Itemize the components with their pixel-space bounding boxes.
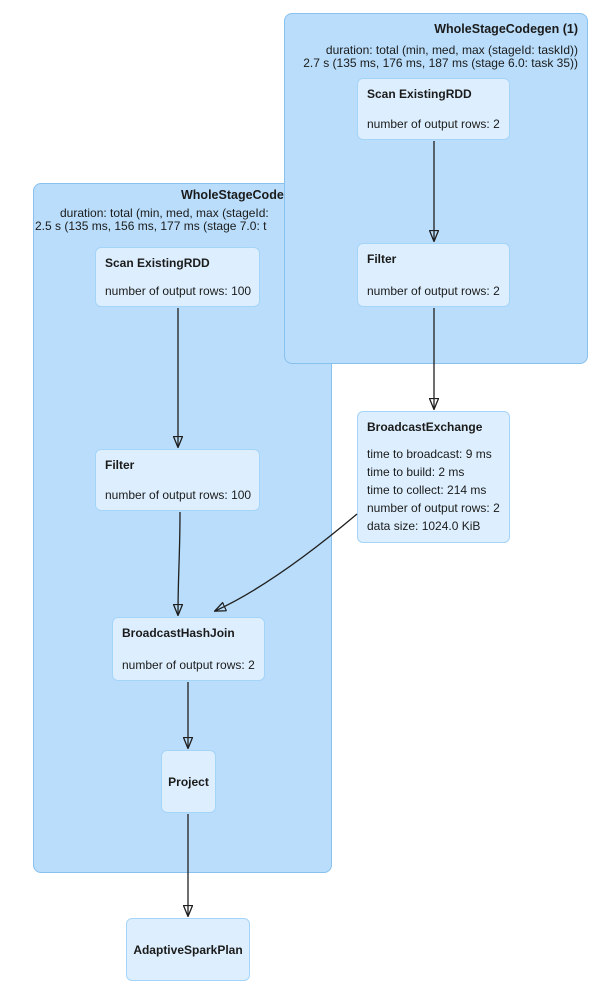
node-metric: time to broadcast: 9 ms	[367, 447, 492, 461]
node-title: Filter	[367, 252, 397, 266]
node-metric: number of output rows: 2	[367, 501, 500, 515]
plan-node-scan-existingrdd-1[interactable]	[357, 78, 510, 140]
node-title: BroadcastHashJoin	[122, 626, 235, 640]
node-title: Filter	[105, 458, 135, 472]
plan-node-scan-existingrdd-2[interactable]	[95, 247, 260, 307]
plan-node-project[interactable]	[161, 750, 216, 813]
node-metric: number of output rows: 100	[105, 488, 252, 502]
node-title: Scan ExistingRDD	[105, 256, 210, 270]
node-title: AdaptiveSparkPlan	[133, 942, 243, 957]
node-metric: time to build: 2 ms	[367, 465, 465, 479]
cluster-wholestagecodegen-1	[284, 13, 588, 364]
node-metric: time to collect: 214 ms	[367, 483, 487, 497]
plan-node-broadcastexchange[interactable]	[357, 411, 510, 543]
node-title: Scan ExistingRDD	[367, 87, 472, 101]
cluster-duration-label: duration: total (min, med, max (stageId: taskId))	[325, 43, 578, 57]
cluster-duration-label: duration: total (min, med, max (stageId:	[60, 206, 269, 220]
cluster-title: WholeStageCode	[181, 188, 284, 202]
plan-node-filter-2[interactable]	[95, 449, 260, 511]
cluster-header	[303, 22, 578, 70]
plan-node-filter-1[interactable]	[357, 243, 510, 307]
cluster-title: WholeStageCodegen (1)	[434, 22, 578, 36]
node-metric: number of output rows: 2	[122, 658, 255, 672]
node-metric: number of output rows: 2	[367, 284, 500, 298]
node-metric: number of output rows: 100	[105, 284, 252, 298]
node-title: Project	[168, 774, 209, 789]
node-metrics	[367, 445, 500, 535]
node-metric: number of output rows: 2	[367, 117, 500, 131]
plan-node-adaptivesparkplan[interactable]	[126, 918, 250, 981]
node-metric: data size: 1024.0 KiB	[367, 519, 481, 533]
cluster-duration-value: 2.5 s (135 ms, 156 ms, 177 ms (stage 7.0: t	[35, 219, 267, 233]
plan-node-broadcasthashjoin[interactable]	[112, 617, 265, 681]
cluster-duration-value: 2.7 s (135 ms, 176 ms, 187 ms (stage 6.0: task 35))	[303, 56, 578, 70]
node-title: BroadcastExchange	[367, 420, 483, 434]
cluster-duration	[303, 44, 578, 70]
